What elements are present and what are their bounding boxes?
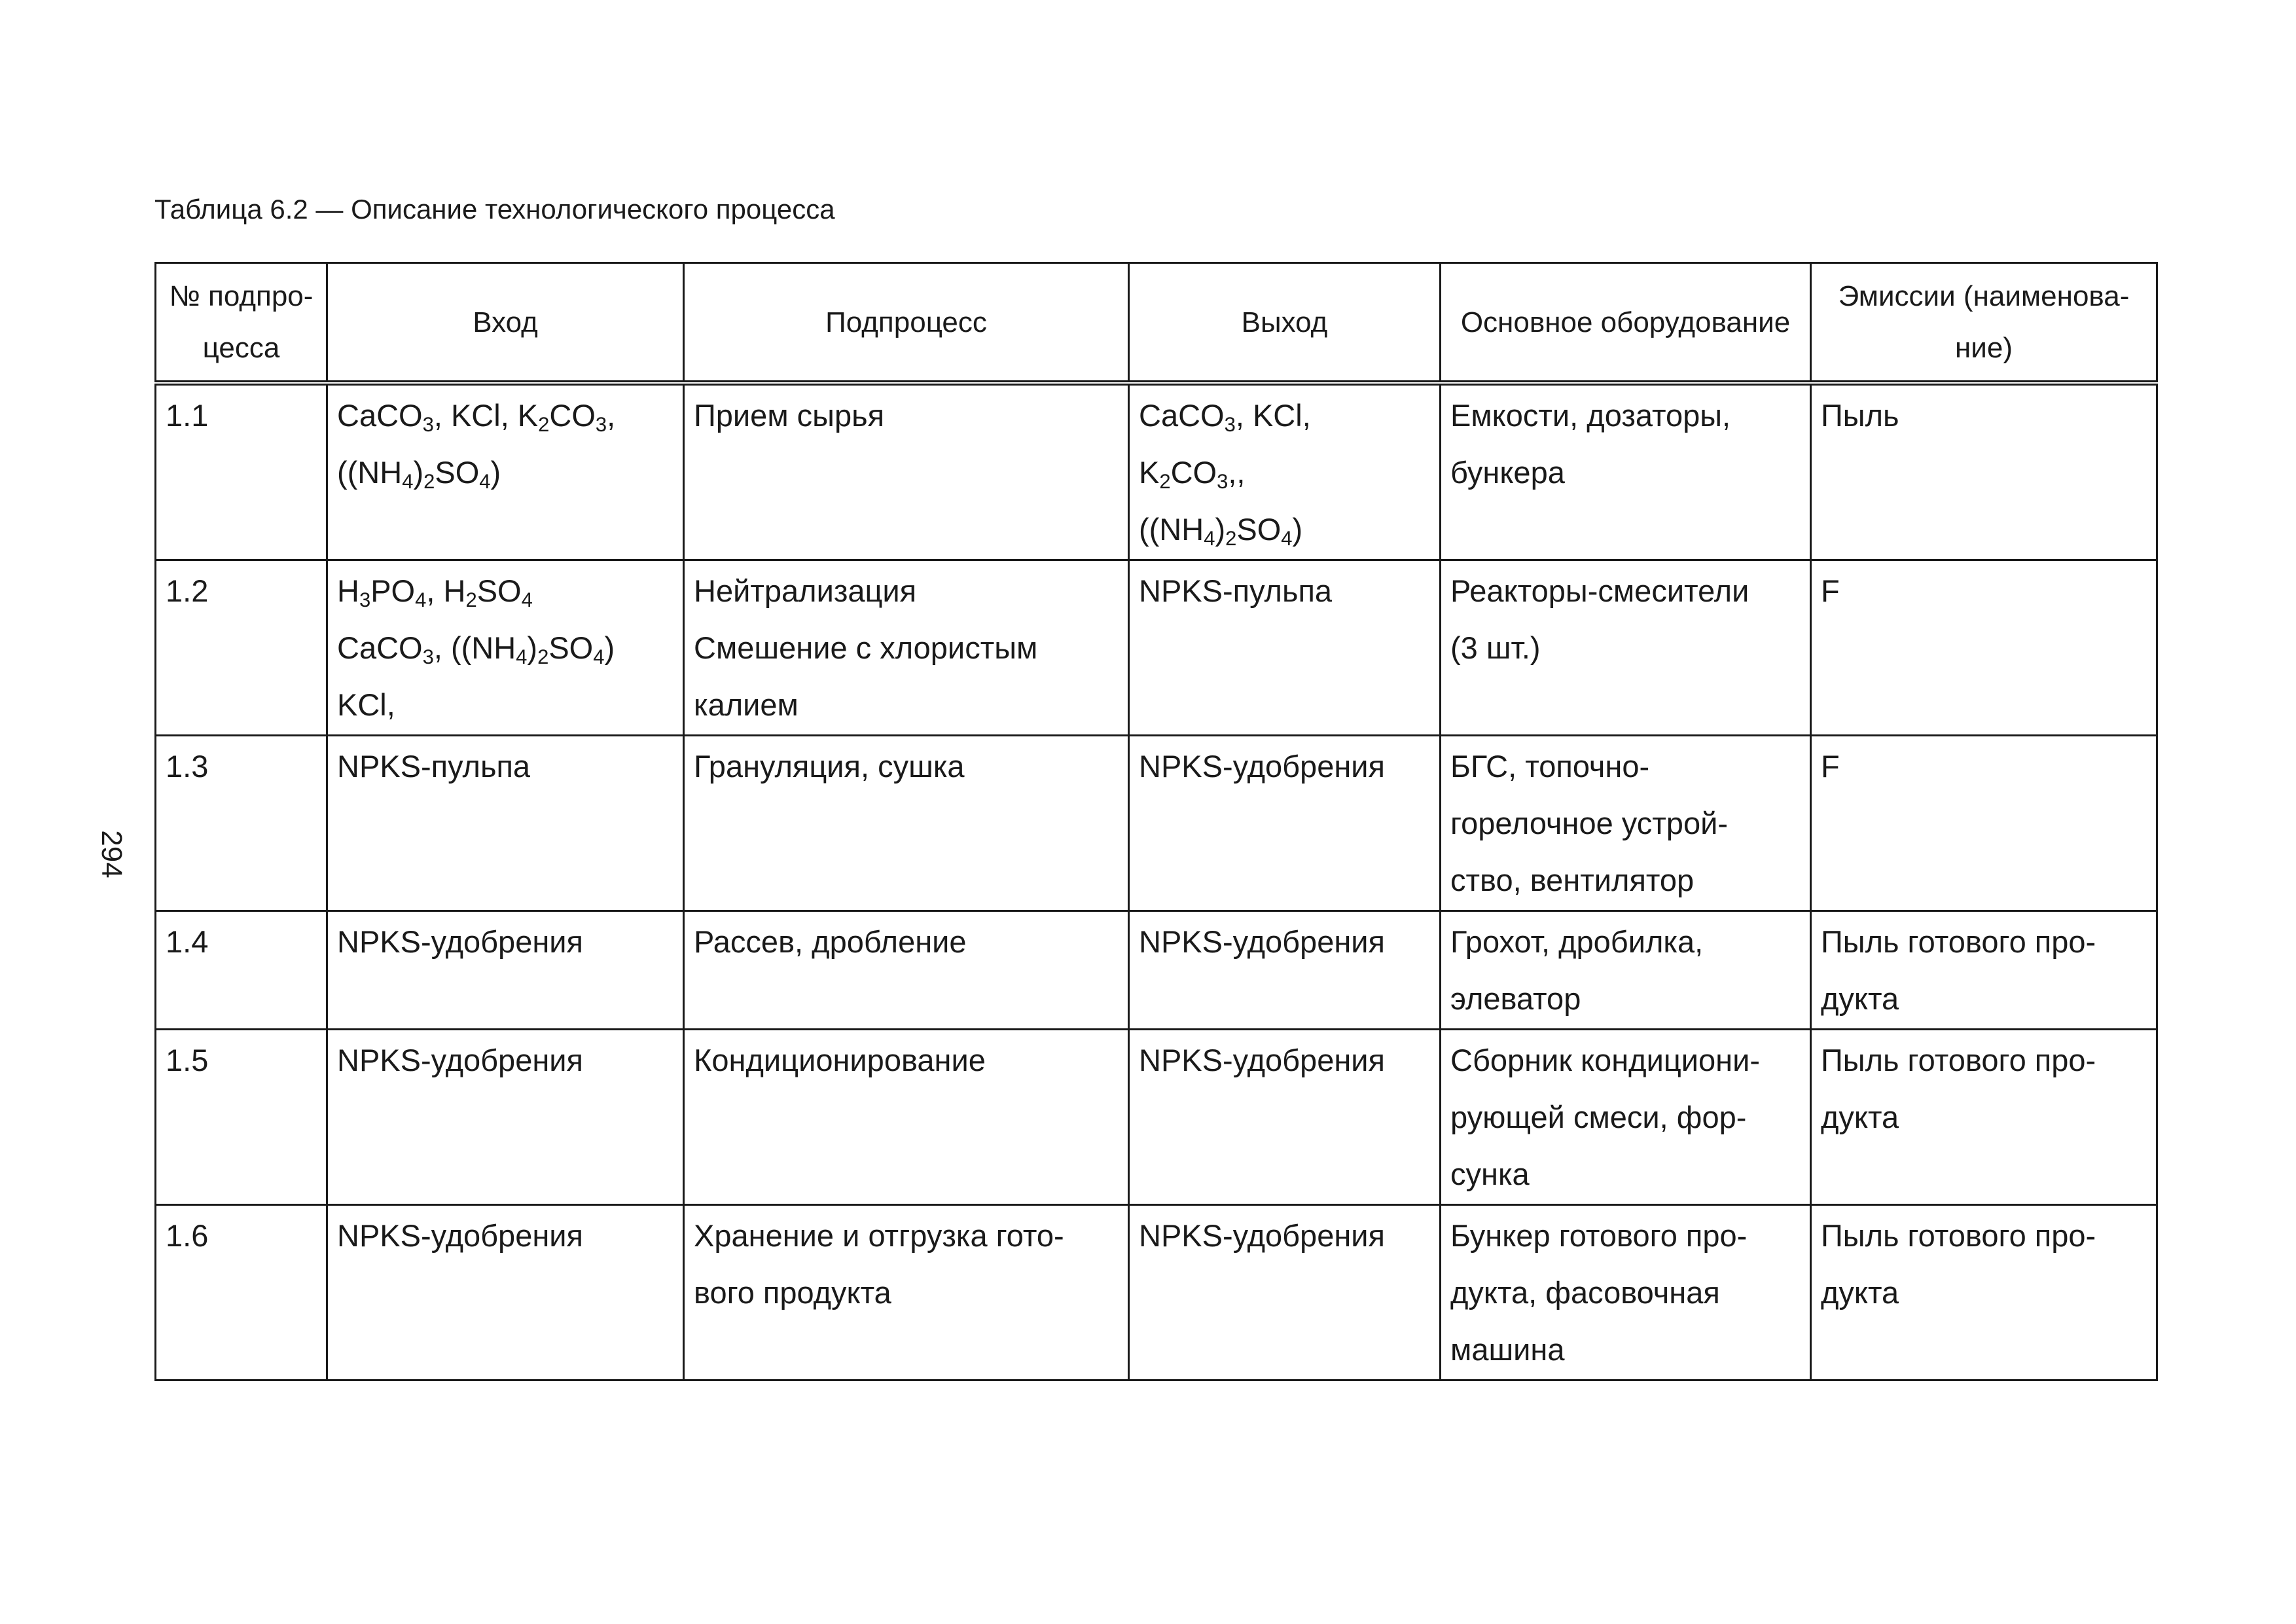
text-segment: NPKS-удобрения [1139, 924, 1385, 959]
subscript: 4 [1204, 526, 1215, 550]
cell-emissions [1811, 560, 2157, 736]
cell-subprocess [684, 383, 1129, 560]
text-segment: NPKS-удобрения [337, 924, 583, 959]
cell-equipment [1441, 911, 1811, 1030]
text-segment: CaCO [337, 398, 423, 433]
cell-output [1129, 736, 1441, 911]
cell-line [1139, 444, 1430, 501]
table-row [156, 1205, 2157, 1380]
cell-line: Бункер готового про- [1450, 1218, 1748, 1253]
subscript: 4 [1281, 526, 1293, 550]
cell-subprocess-number: 1.1 [156, 383, 327, 560]
cell-subprocess-number: 1.5 [156, 1030, 327, 1205]
cell-line [337, 562, 673, 619]
subscript: 2 [538, 412, 550, 436]
cell-line: Пыль [1821, 398, 1899, 433]
cell-emissions [1811, 911, 2157, 1030]
cell-emissions [1811, 1030, 2157, 1205]
cell-line: Нейтрализация [694, 573, 917, 608]
cell-input [327, 736, 684, 911]
header-line: Вход [473, 306, 538, 338]
cell-line: Емкости, дозаторы, [1450, 398, 1731, 433]
cell-line: элеватор [1450, 981, 1581, 1016]
cell-line: калием [694, 687, 798, 722]
cell-line: горелочное устрой- [1450, 806, 1728, 840]
cell-output [1129, 1030, 1441, 1205]
cell-emissions [1811, 1205, 2157, 1380]
text-segment: ) [1215, 512, 1226, 547]
text-segment: PO [370, 573, 416, 608]
text-segment: , KCl, K [433, 398, 539, 433]
cell-line: Рассев, дробление [694, 924, 967, 959]
cell-line [1139, 1032, 1430, 1089]
text-segment: CO [1170, 455, 1217, 490]
header-cell [1129, 263, 1441, 384]
subscript: 4 [516, 645, 528, 668]
header-line: ние) [1955, 332, 2013, 364]
subscript: 2 [1159, 469, 1171, 493]
text-segment: CaCO [1139, 398, 1225, 433]
cell-subprocess [684, 911, 1129, 1030]
cell-line [337, 676, 673, 733]
header-cell [156, 263, 327, 384]
table-header-row [156, 263, 2157, 384]
cell-input [327, 560, 684, 736]
cell-equipment [1441, 736, 1811, 911]
text-segment: SO [476, 573, 522, 608]
cell-line: Реакторы-смесители [1450, 573, 1749, 608]
cell-line [337, 387, 673, 444]
header-line: Выход [1241, 306, 1328, 338]
cell-subprocess-number: 1.4 [156, 911, 327, 1030]
text-segment: NPKS-удобрения [1139, 749, 1385, 784]
text-segment: SO [548, 630, 594, 665]
header-cell [1441, 263, 1811, 384]
subscript: 2 [1225, 526, 1237, 550]
header-line: Эмиссии (наименова- [1838, 280, 2130, 312]
cell-line [337, 738, 673, 795]
text-segment: ) [527, 630, 538, 665]
text-segment: ,, [1228, 455, 1246, 490]
cell-line [337, 1032, 673, 1089]
cell-line: (3 шт.) [1450, 630, 1541, 665]
cell-line: Пыль готового про- [1821, 1218, 2096, 1253]
subscript: 2 [423, 469, 435, 493]
header-cell [684, 263, 1129, 384]
text-segment: CaCO [337, 630, 423, 665]
cell-subprocess [684, 1205, 1129, 1380]
cell-line: дукта [1821, 981, 1899, 1016]
subscript: 2 [537, 645, 549, 668]
text-segment: ) [1292, 512, 1303, 547]
cell-line: F [1821, 573, 1840, 608]
subscript: 4 [479, 469, 491, 493]
cell-line: дукта, фасовочная [1450, 1275, 1720, 1310]
table-body [156, 383, 2157, 1380]
cell-emissions [1811, 383, 2157, 560]
subscript: 2 [465, 588, 477, 611]
cell-line: Пыль готового про- [1821, 924, 2096, 959]
cell-line: ство, вентилятор [1450, 863, 1695, 897]
cell-line: Грануляция, сушка [694, 749, 965, 784]
subscript: 3 [1217, 469, 1229, 493]
cell-line: бункера [1450, 455, 1565, 490]
cell-line [337, 619, 673, 676]
cell-line [1139, 387, 1430, 444]
cell-line: сунка [1450, 1157, 1530, 1191]
cell-output [1129, 1205, 1441, 1380]
process-table [154, 262, 2158, 1381]
cell-line: БГС, топочно- [1450, 749, 1650, 784]
cell-line [1139, 1207, 1430, 1264]
cell-line: Прием сырья [694, 398, 885, 433]
table-row [156, 383, 2157, 560]
cell-line: Грохот, дробилка, [1450, 924, 1704, 959]
cell-line: F [1821, 749, 1840, 784]
text-segment: KCl, [337, 687, 395, 722]
cell-line: рующей смеси, фор- [1450, 1100, 1747, 1134]
text-segment: , H [426, 573, 466, 608]
text-segment: , [607, 398, 616, 433]
subscript: 3 [595, 412, 607, 436]
text-segment: NPKS-удобрения [337, 1043, 583, 1077]
text-segment: ((NH [1139, 512, 1204, 547]
cell-equipment [1441, 560, 1811, 736]
subscript: 3 [1224, 412, 1236, 436]
cell-line [337, 1207, 673, 1264]
cell-emissions [1811, 736, 2157, 911]
text-segment: NPKS-удобрения [337, 1218, 583, 1253]
cell-equipment [1441, 1205, 1811, 1380]
subscript: 4 [521, 588, 533, 611]
cell-line [1139, 501, 1430, 558]
cell-equipment [1441, 383, 1811, 560]
header-line: цесса [202, 332, 280, 364]
header-line: № подпро- [169, 280, 314, 312]
text-segment: K [1139, 455, 1160, 490]
text-segment: NPKS-пульпа [337, 749, 531, 784]
text-segment: , KCl, [1235, 398, 1311, 433]
subscript: 3 [422, 645, 434, 668]
table-row [156, 1030, 2157, 1205]
cell-subprocess-number: 1.3 [156, 736, 327, 911]
cell-line: Кондиционирование [694, 1043, 986, 1077]
table-row [156, 911, 2157, 1030]
cell-line: Смешение с хлористым [694, 630, 1038, 665]
subscript: 3 [359, 588, 371, 611]
cell-output [1129, 383, 1441, 560]
subscript: 3 [422, 412, 434, 436]
subscript: 4 [593, 645, 605, 668]
text-segment: ) [490, 455, 501, 490]
subscript: 4 [415, 588, 427, 611]
table-row [156, 560, 2157, 736]
cell-output [1129, 560, 1441, 736]
cell-line: дукта [1821, 1100, 1899, 1134]
header-cell [1811, 263, 2157, 384]
cell-line: вого продукта [694, 1275, 891, 1310]
text-segment: , ((NH [433, 630, 516, 665]
text-segment: NPKS-удобрения [1139, 1043, 1385, 1077]
cell-output [1129, 911, 1441, 1030]
subscript: 4 [402, 469, 414, 493]
cell-input [327, 1205, 684, 1380]
cell-line: дукта [1821, 1275, 1899, 1310]
text-segment: SO [1236, 512, 1282, 547]
cell-subprocess [684, 560, 1129, 736]
cell-input [327, 911, 684, 1030]
header-cell [327, 263, 684, 384]
text-segment: CO [549, 398, 596, 433]
header-line: Основное оборудование [1460, 306, 1791, 338]
text-segment: NPKS-пульпа [1139, 573, 1333, 608]
cell-line [1139, 913, 1430, 970]
cell-subprocess [684, 1030, 1129, 1205]
cell-line: Сборник кондициони- [1450, 1043, 1761, 1077]
cell-line: Хранение и отгрузка гото- [694, 1218, 1064, 1253]
cell-input [327, 1030, 684, 1205]
table-row [156, 736, 2157, 911]
table-caption: Таблица 6.2 — Описание технологического процесса [154, 194, 835, 225]
header-line: Подпроцесс [825, 306, 987, 338]
text-segment: NPKS-удобрения [1139, 1218, 1385, 1253]
cell-line [1139, 738, 1430, 795]
cell-line: Пыль готового про- [1821, 1043, 2096, 1077]
cell-equipment [1441, 1030, 1811, 1205]
cell-subprocess-number: 1.2 [156, 560, 327, 736]
text-segment: SO [435, 455, 480, 490]
cell-line [337, 913, 673, 970]
cell-line [337, 444, 673, 501]
text-segment: ((NH [337, 455, 403, 490]
text-segment: H [337, 573, 359, 608]
text-segment: ) [413, 455, 424, 490]
cell-line [1139, 562, 1430, 619]
page-number: 294 [96, 830, 128, 878]
cell-subprocess [684, 736, 1129, 911]
cell-subprocess-number: 1.6 [156, 1205, 327, 1380]
text-segment: ) [604, 630, 615, 665]
cell-line: машина [1450, 1332, 1565, 1367]
cell-input [327, 383, 684, 560]
